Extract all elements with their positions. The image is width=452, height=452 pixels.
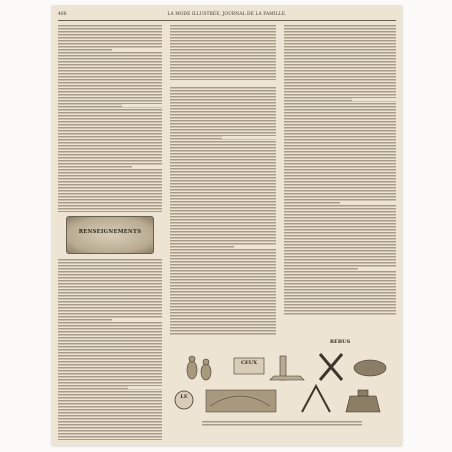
- rebus-title: RÉBUS: [329, 339, 351, 345]
- rebus-letter-le: LE: [180, 394, 188, 400]
- landscape-lighthouse: [270, 356, 304, 380]
- text-column-left-lower: [58, 258, 162, 440]
- paragraph-break: [234, 246, 276, 249]
- rebus-word: CEUX: [240, 360, 258, 366]
- field-scene: [206, 390, 276, 412]
- journal-title: LA MODE ILLUSTRÉE, JOURNAL DE LA FAMILLE.: [167, 12, 287, 17]
- paragraph-break: [112, 318, 162, 321]
- crossed-letter-x: [320, 354, 342, 380]
- paragraph-break: [352, 98, 396, 101]
- text-column-left-upper: [58, 24, 162, 212]
- lamp-object: [346, 390, 380, 412]
- figures-group: [187, 356, 211, 380]
- paragraph-break: [132, 166, 162, 169]
- paragraph-break: [122, 104, 162, 107]
- caption-text-lines: [202, 420, 362, 426]
- loaf-object: [354, 360, 386, 376]
- renseignements-vignette: [66, 216, 154, 254]
- text-column-middle-lower: [170, 86, 276, 336]
- page-header: [58, 11, 396, 21]
- paragraph-break: [358, 268, 396, 271]
- vignette-label: RENSEIGNEMENTS: [78, 229, 142, 235]
- paragraph-break: [128, 386, 162, 389]
- text-column-right: [284, 24, 396, 316]
- newspaper-page: [52, 6, 402, 446]
- letter-a-shape: [302, 386, 330, 412]
- rebus-illustration: [170, 346, 396, 416]
- page-number: 488: [58, 12, 67, 17]
- text-column-middle-upper: [170, 24, 276, 80]
- paragraph-break: [340, 202, 396, 205]
- paragraph-break: [112, 49, 162, 52]
- paragraph-break: [222, 136, 276, 139]
